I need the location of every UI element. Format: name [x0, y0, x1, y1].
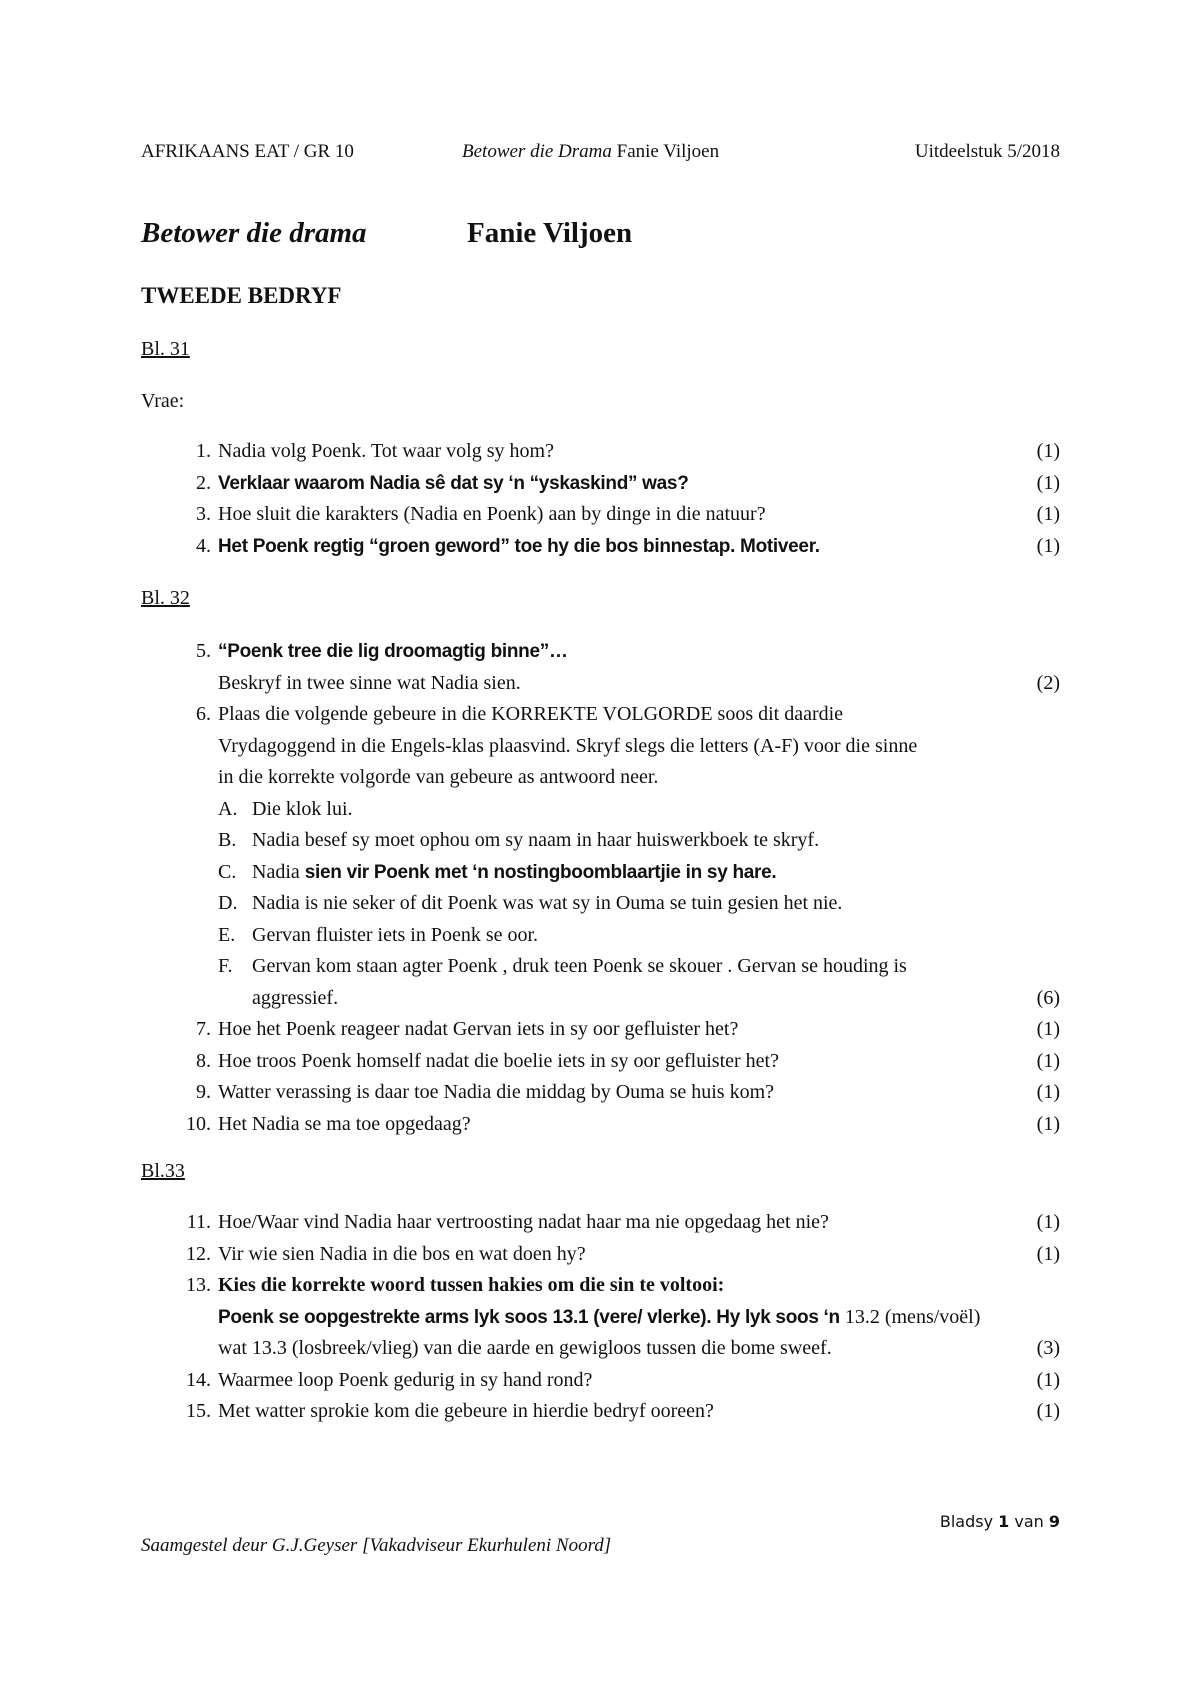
question-7 — [175, 1014, 1060, 1046]
question-mark: (1) — [1036, 1400, 1060, 1422]
option-text: Gervan fluister iets in Poenk se oor. — [252, 923, 539, 946]
question-number: 11. — [186, 1211, 211, 1233]
question-number: 14. — [186, 1368, 211, 1391]
footer-compiler: Saamgestel deur G.J.Geyser [Vakadviseur Ekurhuleni Noord] — [141, 1535, 612, 1556]
section-heading-bl33: Bl.33 — [141, 1160, 185, 1182]
question-number: 8. — [196, 1049, 211, 1072]
option-text — [245, 857, 776, 889]
question-number: 13. — [186, 1274, 211, 1296]
header-subject: AFRIKAANS EAT / GR 10 — [141, 141, 354, 162]
question-number: 1. — [196, 440, 211, 462]
act-heading: TWEEDE BEDRYF — [141, 283, 342, 308]
section-heading-bl31: Bl. 31 — [141, 338, 190, 360]
option-b — [175, 825, 1060, 857]
question-text: Beskryf in twee sinne wat Nadia sien. — [218, 671, 521, 694]
question-13-line-3 — [175, 1333, 1060, 1365]
question-6-line-3 — [175, 762, 1060, 794]
question-text: Waarmee loop Poenk gedurig in sy hand rond? — [218, 1368, 593, 1391]
page-label: Bladsy — [939, 1512, 999, 1531]
question-10 — [175, 1109, 1060, 1141]
option-text-bold: sien vir Poenk met ‘n nostingboomblaartjie in sy hare. — [304, 861, 777, 883]
question-text: Watter verassing is daar toe Nadia die middag by Ouma se huis kom? — [218, 1081, 775, 1103]
question-4 — [175, 531, 1060, 563]
option-letter: D. — [218, 892, 238, 914]
option-e — [175, 920, 1060, 952]
question-14 — [175, 1365, 1060, 1397]
question-2 — [175, 468, 1060, 500]
option-letter: C. — [218, 860, 237, 883]
question-3 — [175, 499, 1060, 531]
question-13-line-2 — [175, 1302, 1060, 1334]
option-text: aggressief. — [252, 986, 339, 1009]
question-text-bold: Poenk se oopgestrekte arms lyk soos 13.1 (vere/ vlerke). Hy lyk soos ‘n — [218, 1306, 840, 1328]
header-handout: Uitdeelstuk 5/2018 — [914, 141, 1060, 162]
question-number: 4. — [196, 534, 211, 557]
option-c — [175, 857, 1060, 889]
question-5 — [175, 636, 1060, 668]
question-list-bl32 — [175, 636, 1060, 1140]
question-13 — [175, 1270, 1060, 1302]
question-text: Plaas die volgende gebeure in die KORREKTE VOLGORDE soos dit daardie — [218, 703, 844, 725]
question-text-plain: 13.2 (mens/voël) — [839, 1305, 981, 1328]
question-text: wat 13.3 (losbreek/vlieg) van die aarde en gewigloos tussen die bome sweef. — [218, 1337, 832, 1359]
question-text: Vrydagoggend in die Engels-klas plaasvind. Skryf slegs die letters (A-F) voor die sinne — [218, 734, 918, 757]
question-8 — [175, 1046, 1060, 1078]
option-a — [175, 794, 1060, 826]
question-mark: (1) — [1036, 440, 1060, 462]
question-mark: (1) — [1036, 534, 1060, 557]
option-f-line-2 — [175, 983, 1060, 1015]
question-number: 12. — [186, 1242, 211, 1265]
page-number — [940, 1512, 1060, 1531]
questions-label: Vrae: — [141, 390, 185, 412]
question-number: 9. — [196, 1081, 211, 1103]
question-mark: (1) — [1036, 1049, 1060, 1072]
question-text: Kies die korrekte woord tussen hakies om die sin te voltooi: — [218, 1274, 725, 1296]
question-mark: (1) — [1036, 1242, 1060, 1265]
question-list-bl33 — [175, 1207, 1060, 1428]
question-text: Hoe/Waar vind Nadia haar vertroosting nadat haar ma nie opgedaag het nie? — [218, 1211, 829, 1233]
question-mark: (1) — [1036, 1018, 1060, 1040]
question-mark: (3) — [1036, 1337, 1060, 1359]
question-6-line-2 — [175, 731, 1060, 763]
question-number: 10. — [186, 1112, 211, 1135]
section-heading-bl32: Bl. 32 — [141, 587, 190, 609]
question-mark: (1) — [1036, 1368, 1060, 1391]
option-f — [175, 951, 1060, 983]
question-text: “Poenk tree die lig droomagtig binne”… — [218, 641, 568, 662]
option-text: Nadia besef sy moet ophou om sy naam in haar huiswerkboek te skryf. — [252, 829, 820, 851]
question-text: Hoe sluit die karakters (Nadia en Poenk) aan by dinge in die natuur? — [218, 503, 766, 525]
question-1 — [175, 436, 1060, 468]
question-number: 15. — [186, 1400, 211, 1422]
question-mark: (1) — [1036, 471, 1060, 494]
question-text: Verklaar waarom Nadia sê dat sy ‘n “yskaskind” was? — [218, 472, 689, 494]
question-mark: (1) — [1036, 1211, 1060, 1233]
header-title — [462, 141, 719, 163]
question-number: 6. — [196, 703, 211, 725]
option-letter: F. — [218, 955, 233, 977]
question-mark: (1) — [1036, 1081, 1060, 1103]
question-6 — [175, 699, 1060, 731]
question-mark: (1) — [1036, 503, 1060, 525]
option-text-plain: Nadia — [252, 860, 305, 883]
option-text: Die klok lui. — [252, 797, 353, 820]
question-number: 2. — [196, 471, 211, 494]
question-mark: (6) — [1036, 986, 1060, 1009]
question-text: Nadia volg Poenk. Tot waar volg sy hom? — [218, 440, 554, 462]
current-page: 1 — [998, 1512, 1010, 1531]
page-separator: van — [1009, 1512, 1049, 1531]
header-title-author: Fanie Viljoen — [611, 141, 720, 162]
question-number: 3. — [196, 503, 211, 525]
question-text: Vir wie sien Nadia in die bos en wat doen hy? — [218, 1242, 586, 1265]
question-text: in die korrekte volgorde van gebeure as antwoord neer. — [218, 766, 659, 788]
question-9 — [175, 1077, 1060, 1109]
question-text — [211, 1302, 980, 1334]
question-text: Het Nadia se ma toe opgedaag? — [218, 1112, 471, 1135]
question-number: 5. — [196, 640, 211, 662]
question-text: Met watter sprokie kom die gebeure in hierdie bedryf ooreen? — [218, 1400, 714, 1422]
question-11 — [175, 1207, 1060, 1239]
question-list-bl31 — [175, 436, 1060, 562]
question-12 — [175, 1239, 1060, 1271]
document-title-author: Fanie Viljoen — [467, 217, 633, 249]
option-letter: E. — [218, 923, 236, 946]
option-d — [175, 888, 1060, 920]
option-letter: B. — [218, 829, 237, 851]
question-5-line-2 — [175, 668, 1060, 700]
question-text: Het Poenk regtig “groen geword” toe hy die bos binnestap. Motiveer. — [218, 535, 820, 557]
option-letter: A. — [218, 797, 238, 820]
option-text: Nadia is nie seker of dit Poenk was wat sy in Ouma se tuin gesien het nie. — [252, 892, 843, 914]
header-title-work: Betower die Drama — [462, 141, 612, 162]
total-pages: 9 — [1048, 1512, 1060, 1531]
option-text: Gervan kom staan agter Poenk , druk teen Poenk se skouer . Gervan se houding is — [252, 955, 907, 977]
question-text: Hoe het Poenk reageer nadat Gervan iets in sy oor gefluister het? — [218, 1018, 739, 1040]
question-text: Hoe troos Poenk homself nadat die boelie iets in sy oor gefluister het? — [218, 1049, 779, 1072]
question-mark: (1) — [1036, 1112, 1060, 1135]
question-number: 7. — [196, 1018, 211, 1040]
document-title-work: Betower die drama — [141, 217, 367, 249]
question-15 — [175, 1396, 1060, 1428]
question-mark: (2) — [1036, 671, 1060, 694]
